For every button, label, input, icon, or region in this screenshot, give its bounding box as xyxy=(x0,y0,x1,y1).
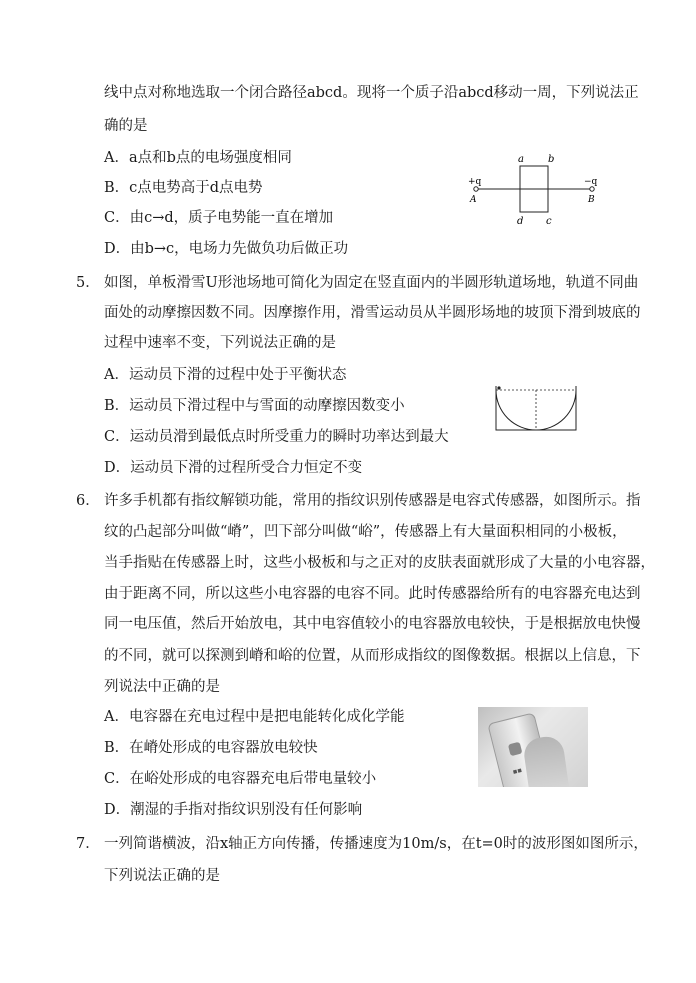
q4-left-point: A xyxy=(470,195,477,205)
q6-number: 6． xyxy=(76,493,100,509)
q5-stem-line3: 过程中速率不变，下列说法正确的是 xyxy=(104,335,336,351)
q7-number: 7． xyxy=(76,836,100,852)
phone-brand-mark: ▪▪ xyxy=(511,766,523,777)
q6-option-a: A．电容器在充电过程中是把电能转化成化学能 xyxy=(104,709,405,725)
q4-label-d: d xyxy=(517,216,524,227)
q5-stem-line1: 如图，单板滑雪U形池场地可简化为固定在竖直面内的半圆形轨道场地，轨道不同曲 xyxy=(104,275,639,291)
q6-stem-line7: 列说法中正确的是 xyxy=(104,679,220,695)
q4-right-charge: −q xyxy=(584,177,598,187)
q4-label-a: a xyxy=(518,154,524,165)
q4-option-a: A．a点和b点的电场强度相同 xyxy=(104,150,292,166)
q7-stem-line2: 下列说法正确的是 xyxy=(104,868,220,884)
q6-option-d: D．潮湿的手指对指纹识别没有任何影响 xyxy=(104,802,363,818)
q4-left-charge: +q xyxy=(468,177,482,187)
q5-option-c: C．运动员滑到最低点时所受重力的瞬时功率达到最大 xyxy=(104,429,449,445)
q5-halfpipe-figure xyxy=(494,384,578,434)
q4-stem-line1: 线中点对称地选取一个闭合路径abcd。现将一个质子沿abcd移动一周，下列说法正 xyxy=(104,85,639,101)
q6-stem-line6: 的不同，就可以探测到嵴和峪的位置，从而形成指纹的图像数据。根据以上信息，下 xyxy=(104,648,641,664)
q6-option-c: C．在峪处形成的电容器充电后带电量较小 xyxy=(104,771,377,787)
q4-option-c: C．由c→d，质子电势能一直在增加 xyxy=(104,210,334,226)
q7-stem-line1: 一列简谐横波，沿x轴正方向传播，传播速度为10m/s，在t=0时的波形图如图所示， xyxy=(104,836,648,852)
q5-option-a: A．运动员下滑的过程中处于平衡状态 xyxy=(104,367,347,383)
q6-stem-line4: 由于距离不同，所以这些小电容器的电容不同。此时传感器给所有的电容器充电达到 xyxy=(104,586,641,602)
q4-charge-figure xyxy=(462,150,612,232)
q4-right-point: B xyxy=(588,195,595,205)
finger-image xyxy=(522,735,570,787)
q6-fingerprint-phone-photo xyxy=(478,707,588,787)
q4-point-a-charge xyxy=(474,187,478,191)
q4-label-b: b xyxy=(548,154,555,165)
q4-option-d: D．由b→c，电场力先做负功后做正功 xyxy=(104,241,349,257)
q5-skier-marker xyxy=(497,386,500,389)
q5-number: 5． xyxy=(76,275,100,291)
q5-option-b: B．运动员下滑过程中与雪面的动摩擦因数变小 xyxy=(104,398,405,414)
q4-label-c: c xyxy=(546,216,552,227)
q4-option-b: B．c点电势高于d点电势 xyxy=(104,180,263,196)
q6-stem-line5: 同一电压值，然后开始放电，其中电容值较小的电容器放电较快，于是根据放电快慢 xyxy=(104,616,641,632)
q6-option-b: B．在嵴处形成的电容器放电较快 xyxy=(104,740,318,756)
q4-stem-line2: 确的是 xyxy=(104,118,148,134)
fingerprint-sensor-icon xyxy=(508,742,523,757)
q5-stem-line2: 面处的动摩擦因数不同。因摩擦作用，滑雪运动员从半圆形场地的坡顶下滑到坡底的 xyxy=(104,305,641,321)
q6-stem-line1: 许多手机都有指纹解锁功能，常用的指纹识别传感器是电容式传感器，如图所示。指 xyxy=(104,493,641,509)
q5-option-d: D．运动员下滑的过程所受合力恒定不变 xyxy=(104,460,363,476)
q4-point-b-charge xyxy=(590,187,594,191)
q6-stem-line3: 当手指贴在传感器上时，这些小极板和与之正对的皮肤表面就形成了大量的小电容器， xyxy=(104,555,655,571)
q6-stem-line2: 纹的凸起部分叫做“嵴”，凹下部分叫做“峪”，传感器上有大量面积相同的小极板， xyxy=(104,524,627,540)
